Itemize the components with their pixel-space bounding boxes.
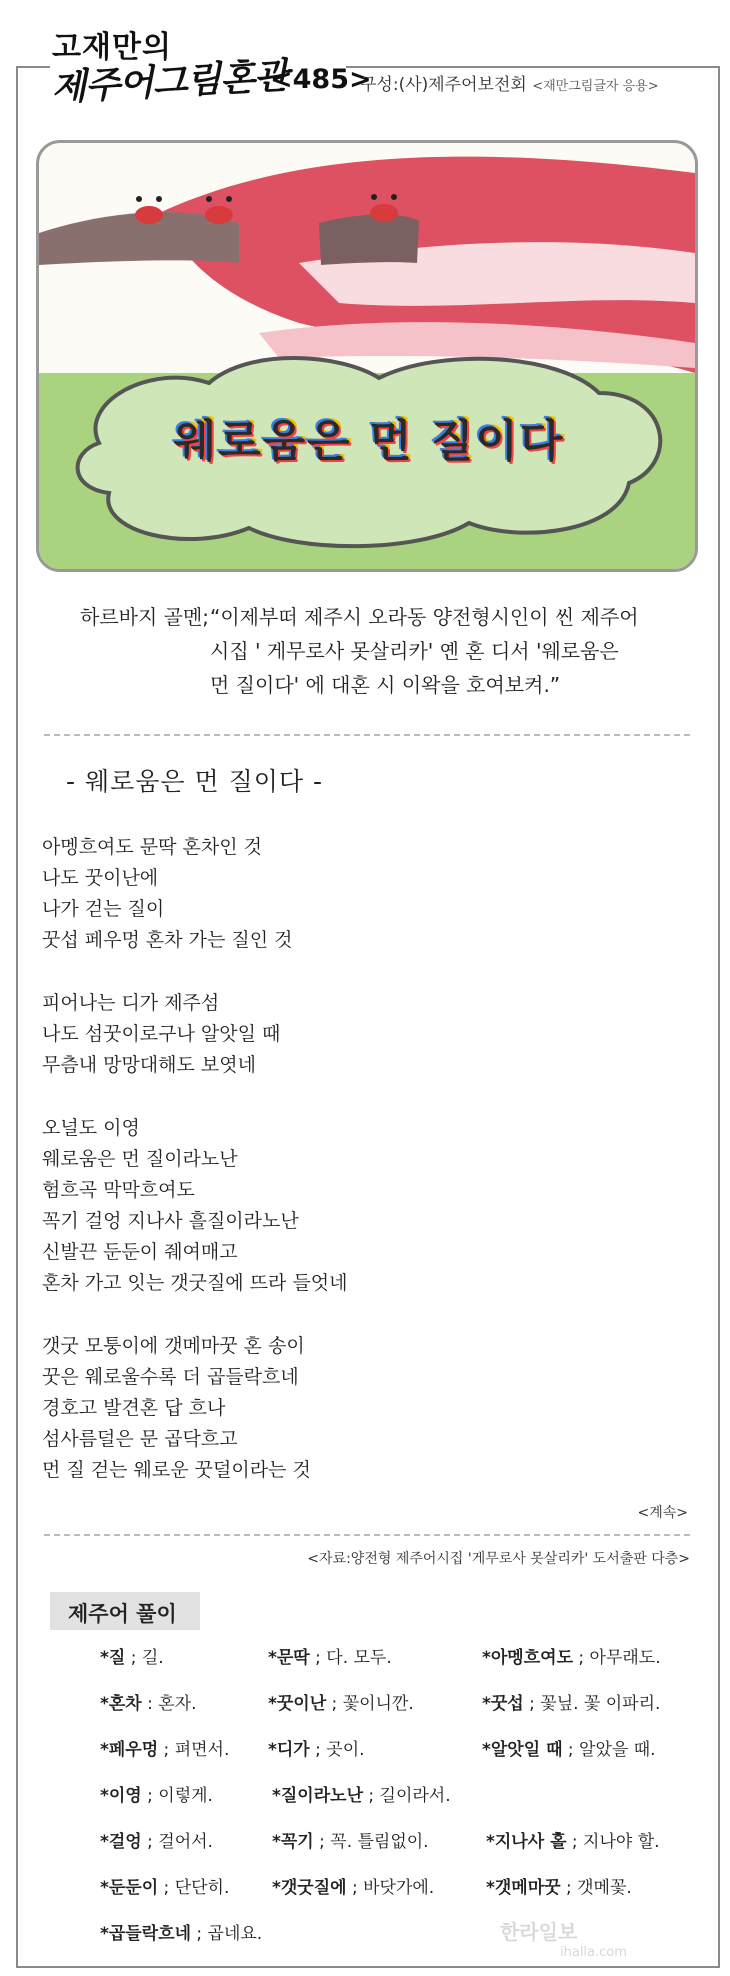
- glossary-entry: [272, 1781, 451, 1806]
- glossary-def: ; 알았을 때.: [562, 1740, 656, 1760]
- right-rock: [319, 214, 419, 265]
- glossary-def: ; 길이라서.: [363, 1786, 451, 1806]
- newspaper-watermark: 한라일보: [500, 1920, 578, 1944]
- glossary-term: *꼭기: [272, 1832, 314, 1852]
- glossary-term: *꿋섭: [482, 1694, 524, 1714]
- poem-line: 오널도 이영: [42, 1117, 140, 1139]
- poem-line: 나가 걷는 질이: [42, 898, 165, 920]
- source-divider: [44, 1534, 690, 1536]
- intro-speaker: 하르바지 골멘;: [80, 605, 210, 629]
- poem-line: 섬사름덜은 문 곱닥흐고: [42, 1428, 238, 1450]
- glossary-entry: [100, 1827, 213, 1852]
- glossary-entry: [100, 1873, 229, 1898]
- glossary-entry: [272, 1873, 434, 1898]
- poem-line: 경호고 발견혼 답 흐나: [42, 1397, 226, 1419]
- glossary-def: ; 바닷가에.: [346, 1878, 435, 1898]
- glossary-def: ; 곱네요.: [191, 1924, 263, 1944]
- glossary-def: ; 갯메꽃.: [560, 1878, 632, 1898]
- glossary-entry: [100, 1919, 262, 1944]
- glossary-term: *둔둔이: [100, 1878, 159, 1898]
- cartoon-illustration: [36, 140, 698, 572]
- intro-quote-line: “이제부떠 제주시 오라동 양전형시인이 씬 제주어: [210, 605, 639, 629]
- glossary-entry: [100, 1689, 197, 1714]
- glossary-def: ; 지나야 할.: [566, 1832, 660, 1852]
- poem-line: 웨로움은 먼 질이라노난: [42, 1148, 238, 1170]
- glossary-def: ; 펴면서.: [158, 1740, 230, 1760]
- glossary-term: *페우멍: [100, 1740, 159, 1760]
- glossary-entry: [482, 1643, 661, 1668]
- source-citation: <자료:양전형 제주어시집 '게무로사 못살리카' 도서출판 다층>: [307, 1551, 690, 1567]
- glossary-def: ; 꽃닢. 꽃 이파리.: [523, 1694, 661, 1714]
- glossary-term: *혼차: [100, 1694, 142, 1714]
- glossary-def: ; 단단히.: [158, 1878, 230, 1898]
- poem-line: 혼차 가고 잇는 갯굿질에 뜨라 들엇네: [42, 1272, 348, 1294]
- glossary-term: *갯굿질에: [272, 1878, 347, 1898]
- poem-line: 피어나는 디가 제주섬: [42, 992, 220, 1014]
- glossary-def: ; 이렇게.: [141, 1786, 213, 1806]
- column-series-title: 제주어그림혼관: [50, 55, 289, 109]
- glossary-entry: [272, 1827, 429, 1852]
- poem-line: 먼 질 걷는 웨로운 꿋덜이라는 것: [42, 1459, 311, 1481]
- glossary-entry: [100, 1781, 213, 1806]
- poem-line: 신발끈 둔둔이 줴여매고: [42, 1241, 238, 1263]
- glossary-entry: [100, 1735, 229, 1760]
- glossary-entry: [268, 1643, 392, 1668]
- poem-line: 갯굿 모퉁이에 갯메마꿋 혼 송이: [42, 1335, 305, 1357]
- column-credit: [360, 70, 659, 95]
- glossary-term: *갯메마꿋: [486, 1878, 561, 1898]
- glossary-def: ; 다. 모두.: [309, 1648, 392, 1668]
- glossary-entry: [268, 1689, 414, 1714]
- glossary-entry: [268, 1735, 365, 1760]
- poem-line: 꿋은 웨로울수록 더 곱들락흐네: [42, 1366, 299, 1388]
- column-author: 고재만의: [52, 30, 172, 65]
- glossary-term: *곱들락흐네: [100, 1924, 191, 1944]
- intro-quote: [210, 600, 710, 702]
- frame-top-right-rule: [346, 66, 720, 68]
- poem-title: - 웨로움은 먼 질이다 -: [66, 767, 324, 796]
- poem-line: 무츰내 망망대해도 보엿네: [42, 1054, 256, 1076]
- intro-quote-line: 먼 질이다' 에 대혼 시 이왁을 호여보켜.”: [210, 673, 561, 697]
- glossary-def: : 혼자.: [141, 1694, 197, 1714]
- glossary-term: *질이라노난: [272, 1786, 363, 1806]
- glossary-entry: [486, 1827, 660, 1852]
- glossary-term: *문딱: [268, 1648, 310, 1668]
- glossary-def: ; 걸어서.: [141, 1832, 213, 1852]
- continued-note: <계속>: [637, 1505, 688, 1521]
- glossary-entry: [482, 1689, 660, 1714]
- glossary-def: ; 꽃이니깐.: [326, 1694, 414, 1714]
- glossary-def: ; 아무래도.: [573, 1648, 661, 1668]
- illustration-svg: [39, 143, 695, 569]
- credit-text: 구성:(사)제주어보전회: [360, 75, 527, 95]
- glossary-entry: [100, 1643, 164, 1668]
- glossary-term: *알앗일 때: [482, 1740, 563, 1760]
- poem-line: 꿋섭 페우멍 혼차 가는 질인 것: [42, 929, 293, 951]
- glossary-term: *이영: [100, 1786, 142, 1806]
- poem-line: 험흐곡 막막흐여도: [42, 1179, 195, 1201]
- glossary-entry: [482, 1735, 656, 1760]
- poem-line: 나도 섬꿋이로구나 알앗일 때: [42, 1023, 281, 1045]
- glossary-term: *질: [100, 1648, 126, 1668]
- illustration-caption: 웨로움은 먼 질이다: [173, 416, 565, 467]
- issue-number: <485>: [270, 64, 372, 95]
- glossary-def: ; 곳이.: [309, 1740, 365, 1760]
- glossary-term: *꿋이난: [268, 1694, 327, 1714]
- intro-quote-line: 시집 ' 게무로사 못살리카' 옌 혼 디서 '웨로움은: [210, 639, 619, 663]
- newspaper-watermark-url: ihalla.com: [560, 1945, 627, 1960]
- glossary-def: ; 길.: [125, 1648, 164, 1668]
- glossary-term: *걸엉: [100, 1832, 142, 1852]
- glossary-entry: [486, 1873, 632, 1898]
- glossary-term: *지나사 홀: [486, 1832, 567, 1852]
- poem-line: 꼭기 걸엉 지나사 흘질이라노난: [42, 1210, 299, 1232]
- poem-line: 아멩흐여도 문딱 혼차인 것: [42, 836, 263, 858]
- section-divider: [44, 734, 690, 736]
- glossary-term: *아멩흐여도: [482, 1648, 573, 1668]
- glossary-term: *디가: [268, 1740, 310, 1760]
- glossary-heading: 제주어 풀이: [50, 1592, 200, 1630]
- glossary-def: ; 꼭. 틀림없이.: [313, 1832, 429, 1852]
- credit-note: <재만그림글자 응용>: [532, 79, 659, 94]
- frame-top-left-rule: [16, 66, 50, 68]
- poem-line: 나도 꿋이난에: [42, 867, 159, 889]
